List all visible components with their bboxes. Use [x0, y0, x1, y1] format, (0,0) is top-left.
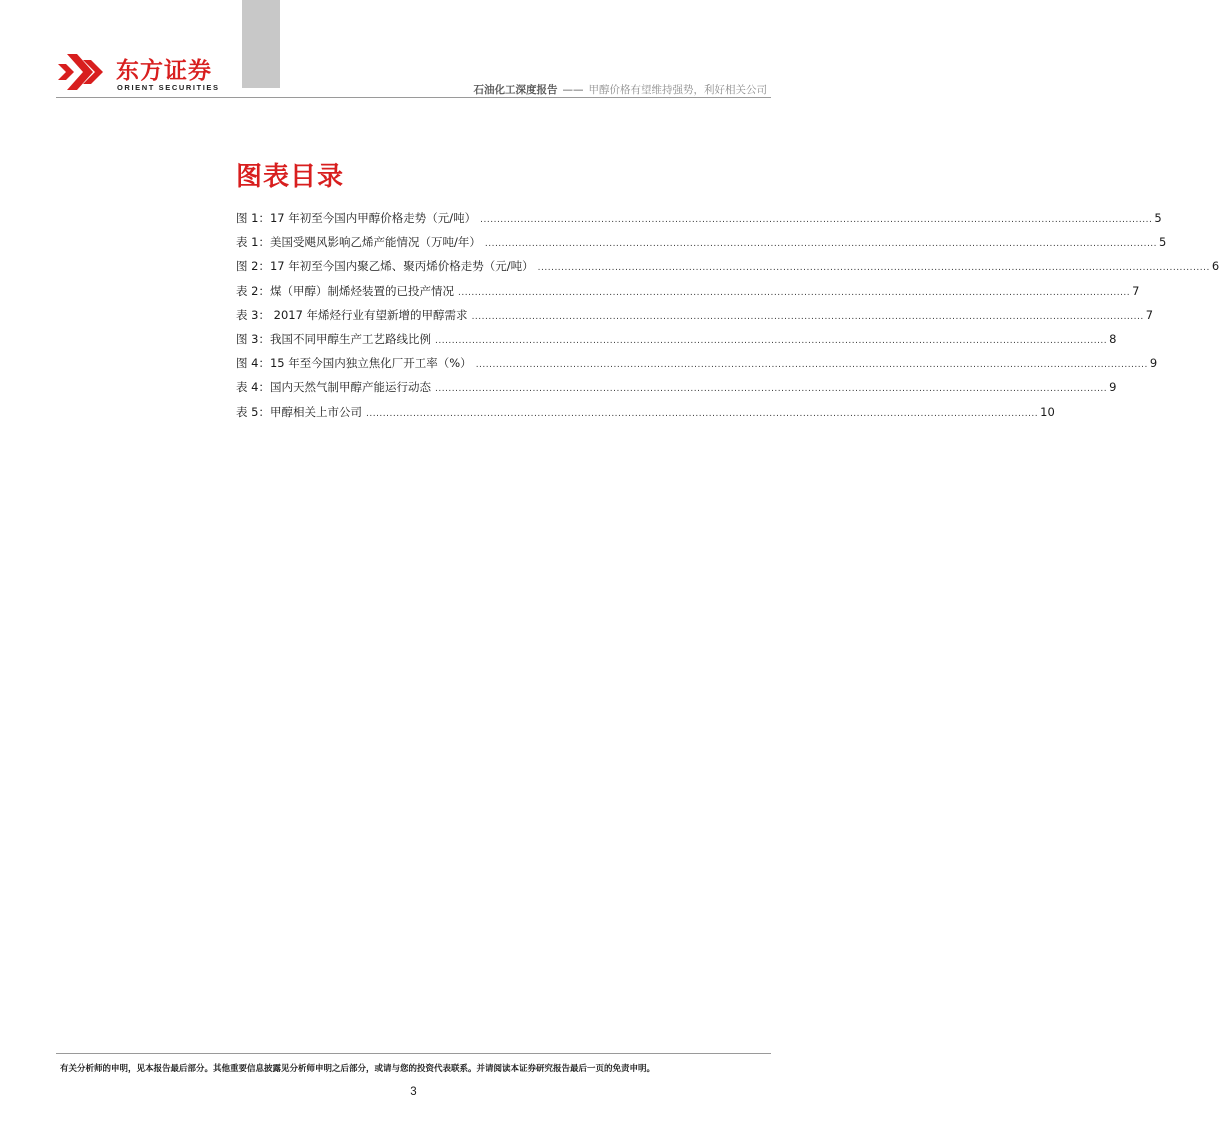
header-divider: [56, 97, 771, 98]
toc-entry-page: 6: [1211, 259, 1219, 274]
report-type: 石油化工深度报告: [473, 84, 558, 96]
toc-entry-page: 9: [1109, 380, 1117, 395]
toc-dot-leader: ........................................................................................................................................................................................................: [537, 263, 1210, 274]
header-gray-bar: [242, 0, 280, 88]
toc-entry[interactable]: [236, 404, 1055, 428]
toc-entry-label: 图 4：15 年至今国内独立焦化厂开工率（%）: [236, 356, 472, 371]
toc-entry-label: 表 5：甲醇相关上市公司: [236, 404, 362, 419]
toc-title: 图表目录: [236, 162, 345, 192]
toc-dot-leader: ........................................................................................................................................................................................................: [457, 287, 1131, 298]
footer-divider: [56, 1053, 771, 1054]
logo-english-text: ORIENT SECURITIES: [117, 83, 220, 92]
toc-entry-page: 5: [1159, 235, 1167, 250]
toc-entry[interactable]: [236, 234, 1167, 258]
toc-list: [236, 210, 1219, 428]
toc-entry-label: 表 2：煤（甲醇）制烯烃装置的已投产情况: [236, 283, 454, 298]
toc-entry[interactable]: [236, 307, 1154, 331]
toc-entry-label: 表 3： 2017 年烯烃行业有望新增的甲醇需求: [236, 307, 468, 322]
toc-entry-label: 图 3：我国不同甲醇生产工艺路线比例: [236, 331, 431, 346]
toc-dot-leader: ........................................................................................................................................................................................................: [365, 408, 1039, 419]
logo-chinese-text: 东方证券: [116, 58, 212, 84]
toc-entry[interactable]: [236, 331, 1117, 355]
toc-entry[interactable]: [236, 283, 1140, 307]
toc-entry-page: 7: [1132, 283, 1140, 298]
toc-entry-page: 5: [1154, 211, 1162, 225]
toc-entry[interactable]: [236, 258, 1219, 282]
toc-entry-page: 7: [1145, 307, 1154, 322]
company-logo: [56, 49, 226, 95]
toc-dot-leader: ........................................................................................................................................................................................................: [434, 335, 1108, 346]
toc-entry-label: 表 4：国内天然气制甲醇产能运行动态: [236, 380, 431, 395]
toc-dot-leader: ........................................................................................................................................................................................................: [480, 215, 1153, 225]
footer-disclaimer: 有关分析师的申明，见本报告最后部分。其他重要信息披露见分析师申明之后部分，或请与您的投资代表联系。并请阅读本证券研究报告最后一页的免责申明。: [60, 1064, 656, 1074]
toc-entry-label: 表 1：美国受飓风影响乙烯产能情况（万吨/年）: [236, 235, 481, 250]
toc-dot-leader: ........................................................................................................................................................................................................: [484, 239, 1158, 250]
orient-securities-logo-icon: [56, 49, 104, 95]
toc-dot-leader: ........................................................................................................................................................................................................: [434, 384, 1108, 395]
report-header: [474, 82, 768, 97]
toc-dot-leader: ........................................................................................................................................................................................................: [471, 311, 1144, 322]
toc-entry-page: 8: [1109, 331, 1117, 346]
report-subtitle: 甲醇价格有望维持强势，利好相关公司: [588, 84, 767, 96]
toc-entry-label: 图 1：17 年初至今国内甲醇价格走势（元/吨）: [236, 211, 477, 225]
toc-entry[interactable]: [236, 355, 1158, 379]
toc-entry-label: 图 2：17 年初至今国内聚乙烯、聚丙烯价格走势（元/吨）: [236, 259, 534, 274]
toc-entry-page: 9: [1149, 356, 1158, 371]
toc-entry[interactable]: [236, 210, 1162, 234]
toc-dot-leader: ........................................................................................................................................................................................................: [475, 360, 1148, 371]
header-separator: ——: [562, 84, 584, 96]
toc-entry-page: 10: [1040, 404, 1055, 419]
page-number: 3: [410, 1086, 417, 1098]
toc-entry[interactable]: [236, 379, 1117, 403]
